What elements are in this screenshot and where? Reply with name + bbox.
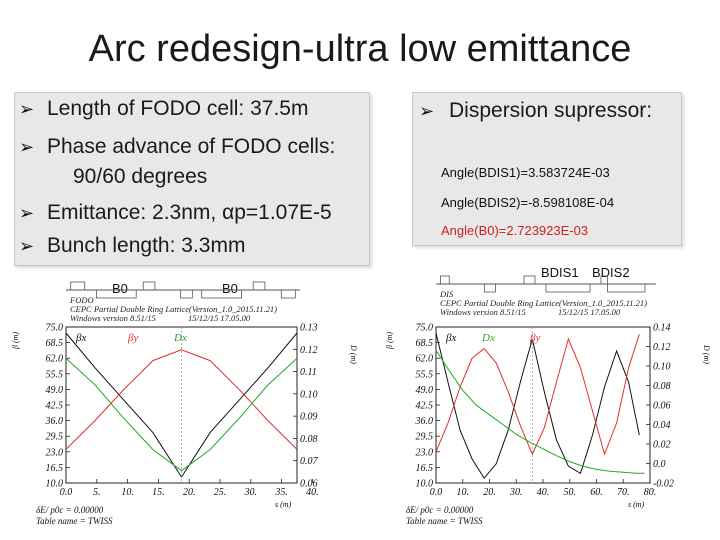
plot1-lattice-magnet-5 (253, 282, 265, 290)
plot1-header-line: CEPC Partial Double Ring Lattice(Version_1.0_2015.11.21) (70, 304, 277, 314)
plot1-xtick-label: 25. (213, 487, 227, 498)
plot1-ytick-label: 68.5 (45, 338, 63, 350)
plot1-header-line: Windows version 8.51/15 (70, 313, 156, 323)
plot2-xlabel: s (m) (628, 500, 645, 509)
plot2-xtick-label: 70. (617, 487, 630, 498)
plot1-y2tick-label: 0.13 (300, 322, 318, 334)
plot2-y2tick-label: 0.14 (653, 322, 671, 334)
plot1-xtick-label: 5. (93, 487, 101, 498)
plot1-ytick-label: 16.5 (45, 462, 63, 474)
plot1-legend-entry: Dx (174, 332, 187, 344)
plot1-y2tick-label: 0.08 (300, 433, 318, 445)
plot1-header-line: FODO (70, 295, 94, 305)
plot2-header-line: Windows version 8.51/15 (440, 307, 526, 317)
plot2-legend-entry: βx (446, 332, 457, 344)
plot2-xtick-label: 40. (536, 487, 550, 498)
plot2-lattice-magnet-2 (524, 276, 535, 284)
plot2-ylabel: β (m) (385, 331, 394, 349)
arrow-bullet-icon: ➢ (19, 99, 35, 119)
plot2-ytick-label: 36.0 (415, 416, 433, 428)
plot2-legend-entry: Dx (482, 332, 495, 344)
plot2-footer-line: δE/ p0c = 0.00000 (406, 505, 474, 515)
plot2-y2tick-label: 0.04 (653, 420, 671, 431)
plot1-lattice-magnet-2 (143, 282, 155, 290)
plot1-legend-entry: βx (76, 332, 87, 344)
plot1-lattice-magnet-4 (202, 290, 242, 298)
plot2-lattice-magnet-4 (601, 276, 608, 284)
plot1-lattice-magnet-0 (71, 282, 85, 290)
plot1-y2tick-label: 0.09 (300, 411, 318, 423)
plot1-ytick-label: 29.5 (45, 431, 63, 443)
slide-title: Arc redesign-ultra low emittance (88, 28, 632, 70)
plot1-lattice-magnet-1 (96, 290, 136, 298)
plot1-xtick-label: 0.0 (59, 487, 73, 498)
angle-bdis1: Angle(BDIS1)=3.583724E-03 (441, 165, 610, 180)
bullet-fodo-length: Length of FODO cell: 37.5m (47, 97, 309, 120)
plot1-y2tick-label: 0.07 (300, 456, 318, 468)
plot2-xtick-label: 50. (563, 487, 576, 498)
plot1-ytick-label: 23.0 (45, 447, 63, 459)
plot1-ytick-label: 62.0 (45, 353, 63, 365)
plot2-y2label: D (m) (702, 345, 711, 364)
plot2-ytick-label: 23.0 (415, 447, 433, 459)
bullet-emittance: Emittance: 2.3nm, αp=1.07E-5 (47, 201, 332, 224)
plot1-ytick-label: 42.5 (45, 400, 63, 412)
plot2-legend-entry: βy (530, 332, 541, 344)
plot1-legend-entry: βy (128, 332, 139, 344)
plot1-xlabel: s (m) (275, 500, 292, 509)
plot1-lattice-magnet-6 (281, 290, 295, 298)
plot1-header-line: 15/12/15 17.05.00 (188, 313, 251, 323)
plot2-xtick-label: 80. (643, 487, 657, 498)
plot1-xtick-label: 35. (275, 487, 288, 498)
plot2-lattice-magnet-0 (440, 276, 449, 284)
plot2-header-line: DIS (440, 289, 454, 299)
plot1-y2tick-label: 0.12 (300, 344, 318, 356)
plot2-ytick-label: 62.0 (415, 353, 433, 365)
plot1-y2tick-label: 0.06 (300, 478, 318, 490)
plot2-y2tick-label: 0.02 (653, 439, 671, 451)
plot2-ytick-label: 29.5 (415, 431, 433, 443)
plot1-lattice-magnet-3 (181, 290, 193, 298)
plot2-y2tick-label: -0.02 (653, 478, 674, 490)
plot2-ytick-label: 16.5 (415, 462, 433, 474)
arrow-bullet-icon: ➢ (19, 203, 35, 223)
plot1-footer-line: δE/ p0c = 0.00000 (36, 505, 104, 515)
plot2-footer-line: Table name = TWISS (406, 516, 483, 526)
angle-bdis2: Angle(BDIS2)=-8.598108E-04 (441, 195, 615, 210)
arrow-bullet-icon: ➢ (19, 236, 35, 256)
plot1-ytick-label: 55.5 (45, 369, 63, 381)
plot2-y2tick-label: 0.08 (653, 381, 671, 392)
bullet-dispersion-suppressor: Dispersion supressor: (449, 99, 653, 122)
plot2-header-line: CEPC Partial Double Ring Lattice(Version_1.0_2015.11.21) (440, 298, 647, 308)
plot2-series-line (436, 333, 639, 478)
arrow-bullet-icon: ➢ (419, 101, 435, 121)
bullet-phase-advance: Phase advance of FODO cells: (47, 135, 336, 158)
plot2-y2tick-label: 0.0 (653, 459, 666, 470)
plot1-ytick-label: 49.0 (45, 384, 63, 396)
plot2-ytick-label: 75.0 (415, 322, 433, 334)
plot1-y2tick-label: 0.11 (300, 367, 317, 379)
plot1-footer-line: Table name = TWISS (36, 516, 113, 526)
plot1-ytick-label: 36.0 (45, 416, 63, 428)
plot2-xtick-label: 10. (456, 487, 469, 498)
plot1-ytick-label: 10.0 (45, 478, 63, 490)
plot1-ytick-label: 75.0 (45, 322, 63, 334)
plot2-ytick-label: 10.0 (415, 478, 433, 490)
plot2-xtick-label: 60. (590, 487, 603, 498)
angle-b0: Angle(B0)=2.723923E-03 (441, 223, 589, 238)
arrow-bullet-icon: ➢ (19, 137, 35, 157)
plot1-xtick-label: 15. (152, 487, 165, 498)
plot1-xtick-label: 10. (121, 487, 134, 498)
plot1-y2label: D (m) (349, 345, 358, 364)
bullet-bunch-length: Bunch length: 3.3mm (47, 234, 246, 257)
plot2-xtick-label: 30. (510, 487, 523, 498)
plot2-xtick-label: 20. (483, 487, 496, 498)
plot2-lattice-magnet-1 (484, 284, 495, 292)
plot2-ytick-label: 68.5 (415, 338, 433, 350)
plot2-frame (436, 327, 650, 483)
magnet-label-bdis2: BDIS2 (592, 265, 630, 280)
plot1-ylabel: β (m) (11, 331, 20, 349)
plot2-ytick-label: 42.5 (415, 400, 433, 412)
plot2-y2tick-label: 0.10 (653, 361, 671, 373)
magnet-label-b0-second: B0 (222, 281, 238, 296)
plot1-xtick-label: 40. (306, 487, 319, 498)
plot1-xtick-label: 30. (244, 487, 258, 498)
plot2-ytick-label: 55.5 (415, 369, 433, 381)
plot2-ytick-label: 49.0 (415, 384, 433, 396)
plot1-y2tick-label: 0.10 (300, 389, 318, 401)
plot2-y2tick-label: 0.12 (653, 342, 671, 353)
plot2-lattice-magnet-5 (608, 284, 645, 292)
magnet-label-bdis1: BDIS1 (541, 265, 579, 280)
magnet-label-b0-first: B0 (112, 281, 128, 296)
plot2-y2tick-label: 0.06 (653, 400, 671, 412)
plot1-xtick-label: 20. (182, 487, 196, 498)
bullet-phase-advance-value: 90/60 degrees (73, 165, 208, 188)
plot2-header-line: 15/12/15 17.05.00 (558, 307, 621, 317)
plot2-xtick-label: 0.0 (429, 487, 443, 498)
plot2-lattice-magnet-3 (546, 284, 590, 292)
